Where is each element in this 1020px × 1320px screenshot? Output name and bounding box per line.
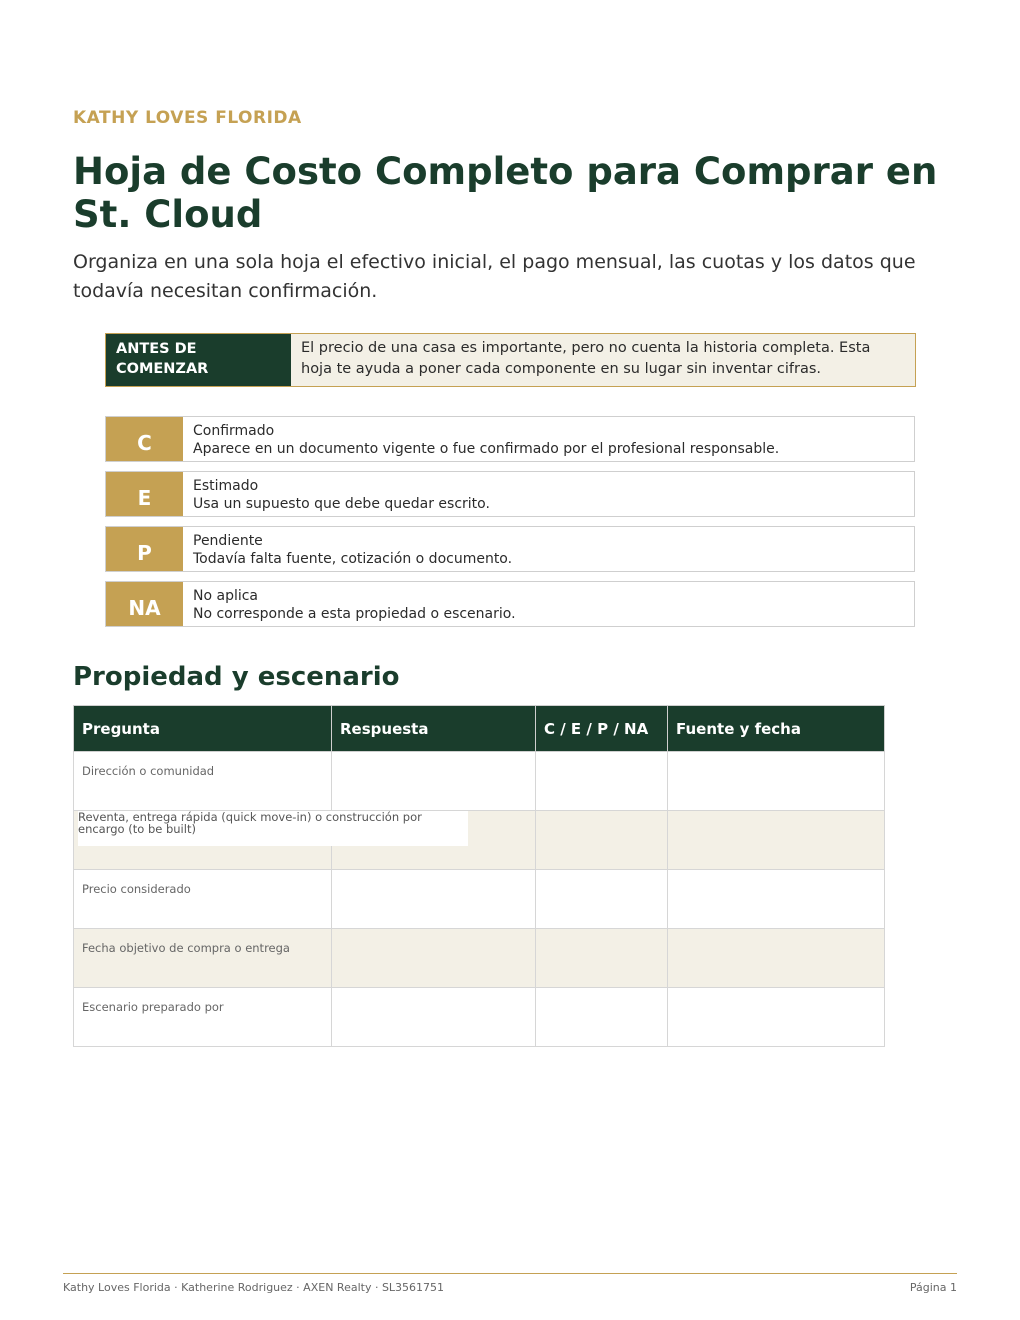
source-date-cell[interactable] — [668, 752, 885, 811]
brand-name: KATHY LOVES FLORIDA — [73, 108, 302, 128]
answer-cell[interactable] — [332, 988, 536, 1047]
status-cell[interactable] — [536, 811, 668, 870]
legend-code: C — [106, 417, 183, 461]
table-row — [74, 870, 885, 929]
legend-desc: Usa un supuesto que debe quedar escrito. — [193, 496, 490, 512]
column-header-answer: Respuesta — [332, 706, 536, 752]
question-cell — [74, 810, 422, 870]
source-date-cell[interactable] — [668, 929, 885, 988]
question-cell: Precio considerado — [74, 870, 332, 929]
callout-label: ANTES DE COMENZAR — [106, 334, 291, 386]
callout-text: El precio de una casa es importante, pero no cuenta la historia completa. Esta hoja te ayuda a poner cada componente en su lugar sin inventar cifras. — [301, 340, 871, 377]
answer-cell[interactable] — [332, 929, 536, 988]
property-scenario-table — [73, 705, 885, 1047]
table-row — [74, 929, 885, 988]
legend-item-confirmed — [105, 416, 915, 462]
page-title: Hoja de Costo Completo para Comprar en St. Cloud — [73, 150, 938, 236]
legend-name: Estimado — [193, 478, 259, 494]
table-row — [74, 752, 885, 811]
column-header-status: C / E / P / NA — [536, 706, 668, 752]
legend-item-not-applicable — [105, 581, 915, 627]
answer-cell[interactable] — [332, 752, 536, 811]
before-start-callout — [105, 333, 916, 387]
legend-code: E — [106, 472, 183, 516]
legend-item-estimated — [105, 471, 915, 517]
legend-name: No aplica — [193, 588, 259, 604]
question-cell: Escenario preparado por — [74, 988, 332, 1047]
question-cell: Fecha objetivo de compra o entrega — [74, 929, 332, 988]
status-cell[interactable] — [536, 752, 668, 811]
source-date-cell[interactable] — [668, 988, 885, 1047]
source-date-cell[interactable] — [668, 811, 885, 870]
legend-name: Confirmado — [193, 423, 275, 439]
legend-desc: Aparece en un documento vigente o fue confirmado por el profesional responsable. — [193, 441, 780, 457]
status-cell[interactable] — [536, 929, 668, 988]
legend-code: NA — [106, 582, 183, 626]
footer-credits: Kathy Loves Florida · Katherine Rodriguez · AXEN Realty · SL3561751 — [63, 1281, 445, 1294]
column-header-source-date: Fuente y fecha — [668, 706, 885, 752]
status-cell[interactable] — [536, 870, 668, 929]
table-row — [74, 988, 885, 1047]
page-subtitle: Organiza en una sola hoja el efectivo inicial, el pago mensual, las cuotas y los datos que todavía necesitan confirmación. — [73, 251, 916, 302]
legend-desc: No corresponde a esta propiedad o escenario. — [193, 606, 516, 622]
table-header-row — [74, 706, 885, 752]
source-date-cell[interactable] — [668, 870, 885, 929]
section-title: Propiedad y escenario — [73, 662, 400, 692]
legend-desc: Todavía falta fuente, cotización o documento. — [193, 551, 513, 567]
status-cell[interactable] — [536, 988, 668, 1047]
legend-item-pending — [105, 526, 915, 572]
column-header-question: Pregunta — [74, 706, 332, 752]
legend-code: P — [106, 527, 183, 571]
table-row — [74, 811, 885, 870]
legend-name: Pendiente — [193, 533, 263, 549]
question-cell: Dirección o comunidad — [74, 752, 332, 811]
footer-divider — [63, 1273, 957, 1274]
answer-cell[interactable] — [332, 870, 536, 929]
page-number: Página 1 — [909, 1281, 957, 1294]
question-text: Reventa, entrega rápida (quick move-in) o construcción por encargo (to be built) — [78, 811, 468, 846]
